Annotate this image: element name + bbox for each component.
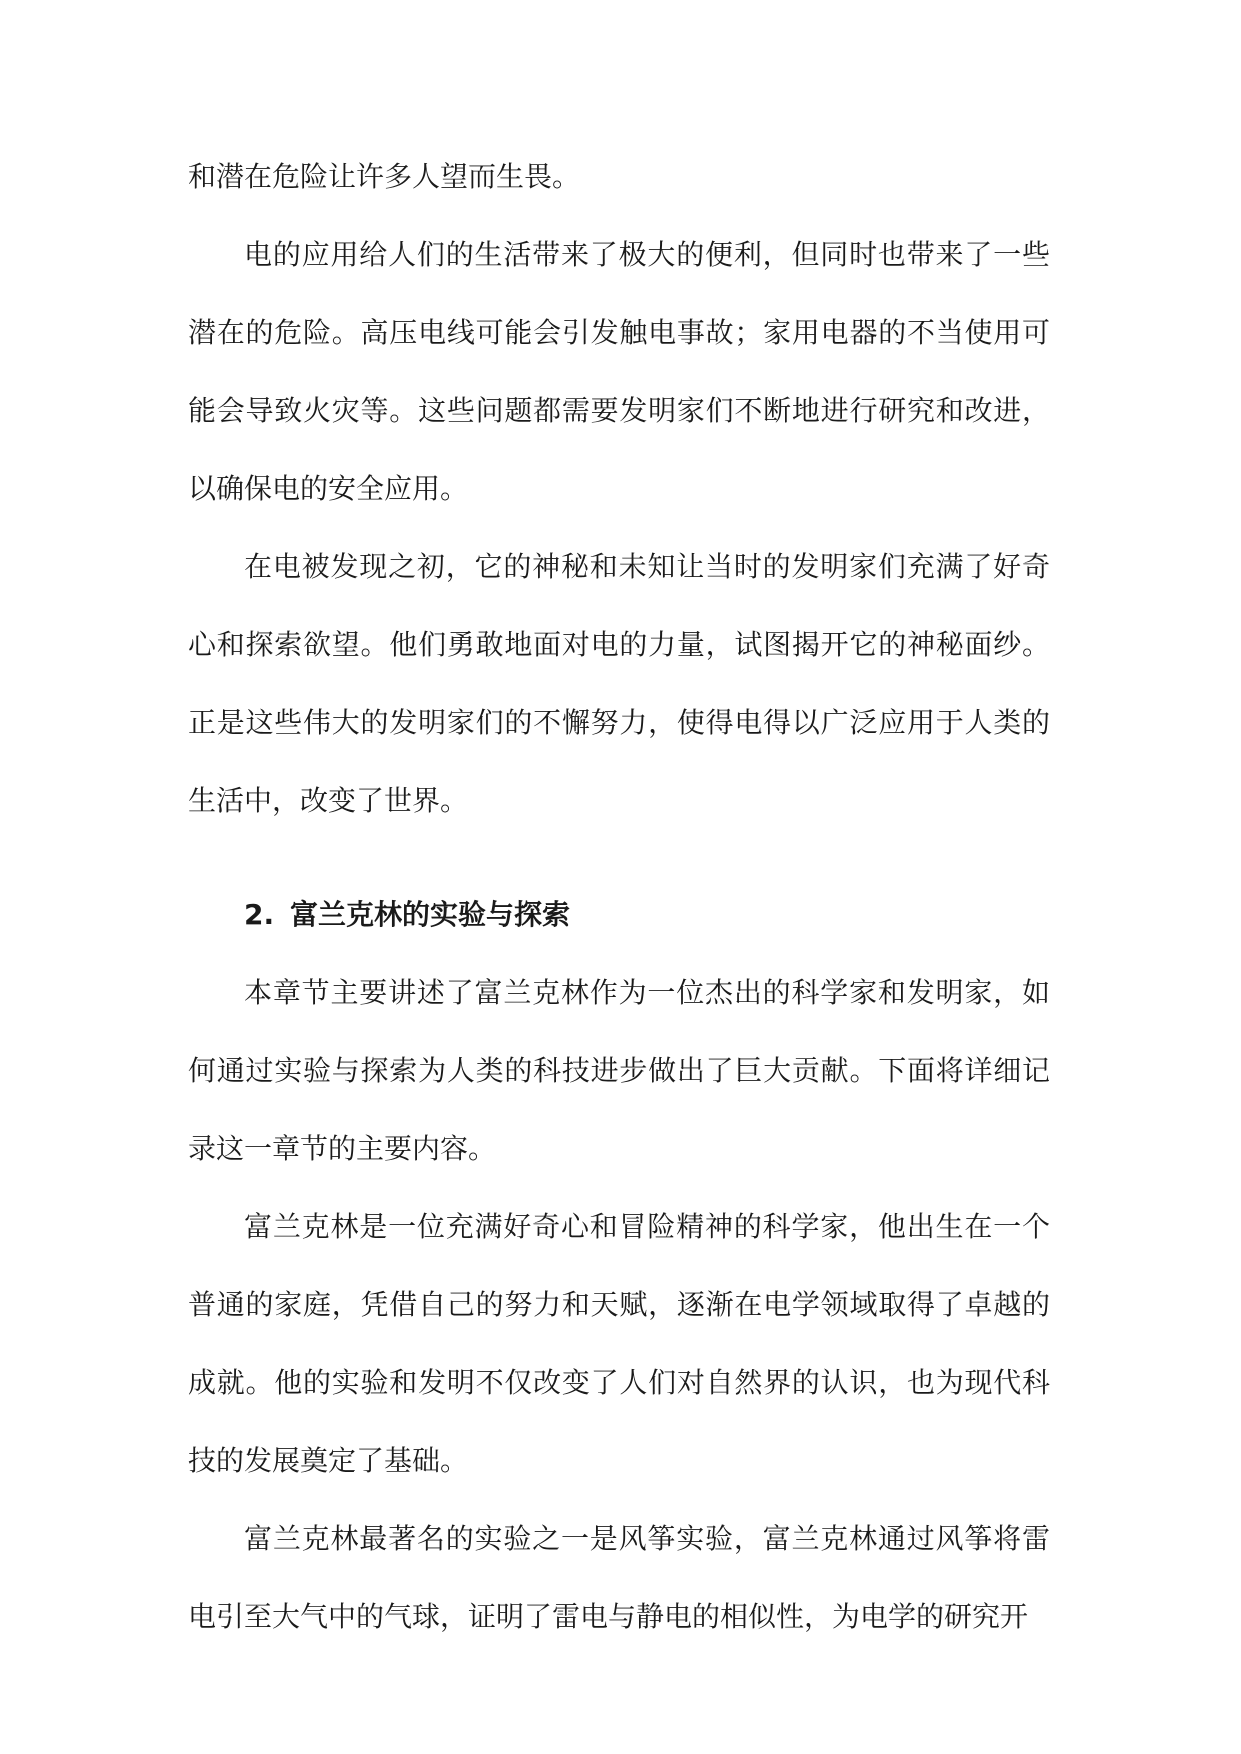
- paragraph: 本章节主要讲述了富兰克林作为一位杰出的科学家和发明家，如何通过实验与探索为人类的科技进步做出了巨大贡献。下面将详细记录这一章节的主要内容。: [188, 976, 1050, 1165]
- paragraph: 电的应用给人们的生活带来了极大的便利，但同时也带来了一些潜在的危险。高压电线可能会引发触电事故；家用电器的不当使用可能会导致火灾等。这些问题都需要发明家们不断地进行研究和改进，以确保电的安全应用。: [188, 238, 1050, 505]
- section-number: 2.: [244, 898, 275, 931]
- section-heading: [188, 876, 1050, 954]
- document-page: [188, 138, 1050, 1656]
- paragraph: 在电被发现之初，它的神秘和未知让当时的发明家们充满了好奇心和探索欲望。他们勇敢地面对电的力量，试图揭开它的神秘面纱。正是这些伟大的发明家们的不懈努力，使得电得以广泛应用于人类的生活中，改变了世界。: [188, 550, 1050, 817]
- paragraph: 富兰克林是一位充满好奇心和冒险精神的科学家，他出生在一个普通的家庭，凭借自己的努力和天赋，逐渐在电学领域取得了卓越的成就。他的实验和发明不仅改变了人们对自然界的认识，也为现代科技的发展奠定了基础。: [188, 1210, 1050, 1477]
- paragraph: 富兰克林最著名的实验之一是风筝实验，富兰克林通过风筝将雷电引至大气中的气球，证明了雷电与静电的相似性，为电学的研究开: [188, 1522, 1050, 1633]
- paragraph: 和潜在危险让许多人望而生畏。: [188, 160, 581, 193]
- section-title: 富兰克林的实验与探索: [290, 898, 571, 931]
